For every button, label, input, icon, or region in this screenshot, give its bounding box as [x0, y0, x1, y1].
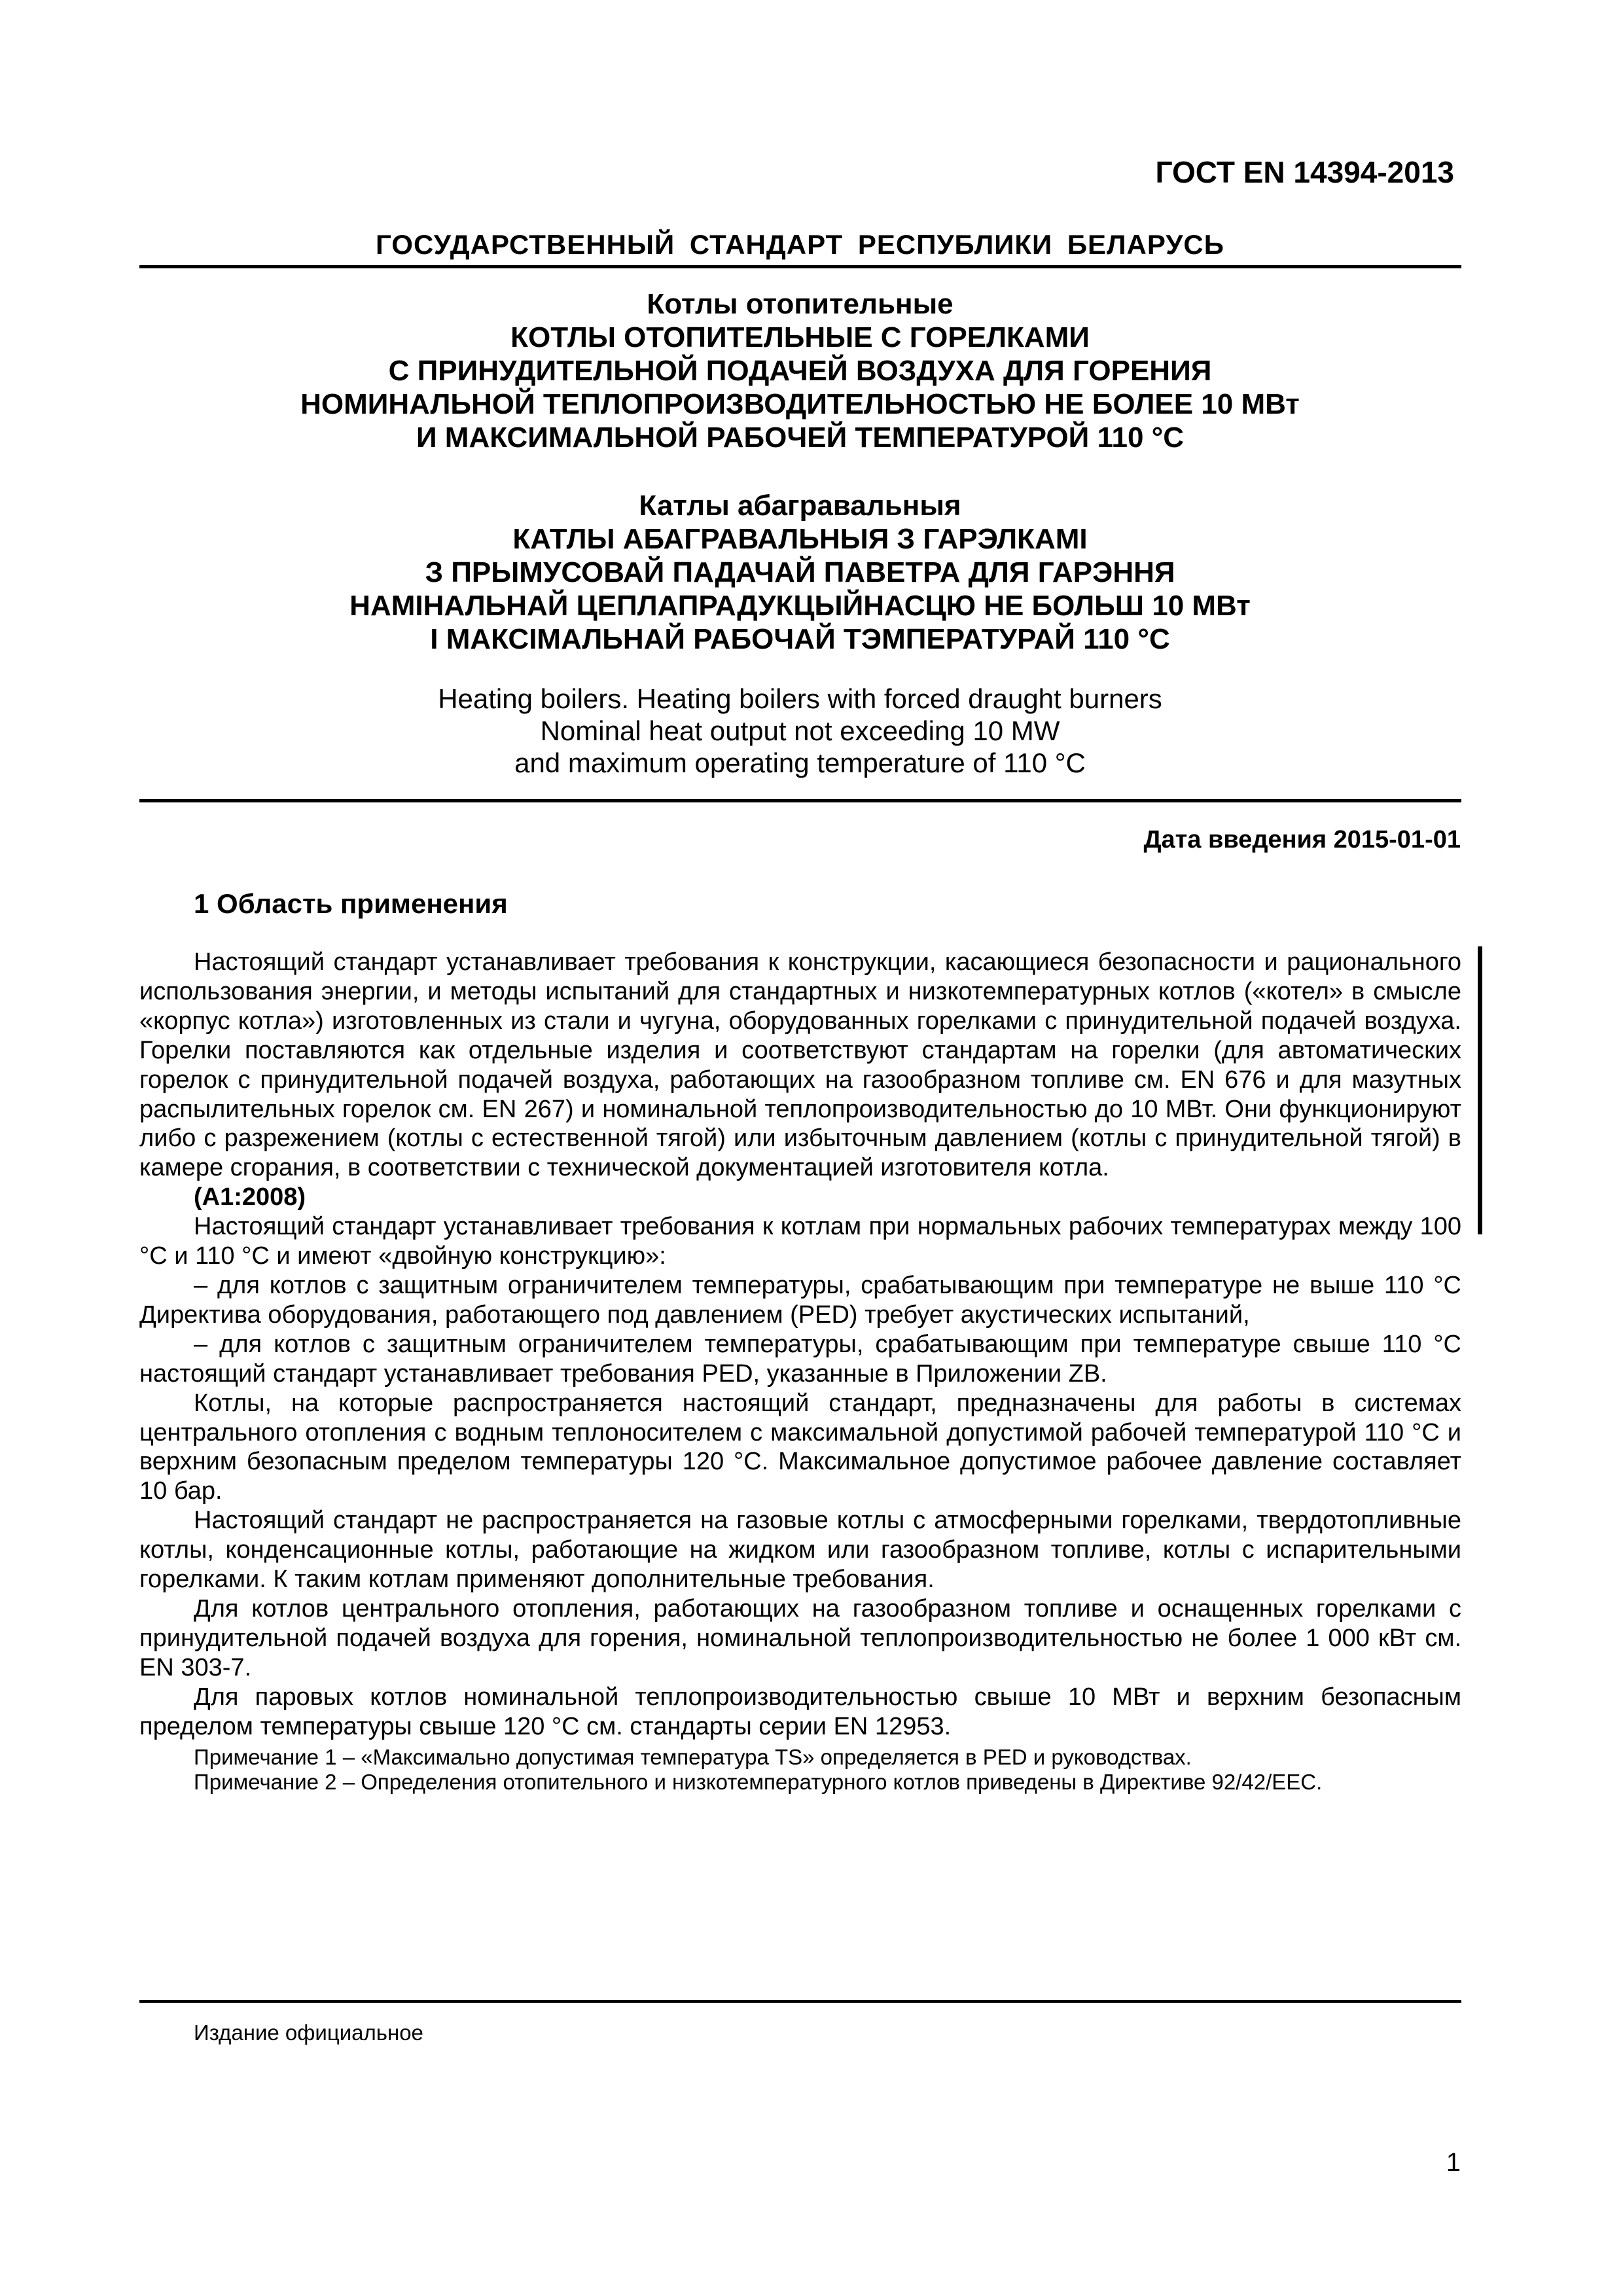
paragraph: Для котлов центрального отопления, работающих на газообразном топливе и оснащенных горелками с принудительной подачей воздуха для горения, номинальной теплопроизводительностью не более 1 000 кВт см. EN 303-7. — [139, 1594, 1461, 1681]
page-number: 1 — [1446, 2148, 1461, 2177]
document-code: ГОСТ EN 14394-2013 — [1155, 155, 1454, 189]
section-body — [139, 948, 1461, 1795]
title-en-line: Nominal heat output not exceeding 10 MW — [540, 715, 1060, 746]
paragraph: Настоящий стандарт устанавливает требования к котлам при нормальных рабочих температурах между 100 °С и 110 °С и имеют «двойную конструкцию»: — [139, 1213, 1461, 1270]
list-item: – для котлов с защитным ограничителем температуры, срабатывающим при температуре свыше 110 °С настоящий стандарт устанавливает требования PED, указанные в Приложении ZB. — [139, 1330, 1461, 1388]
header-rule — [139, 265, 1461, 268]
introduction-date: Дата введения 2015-01-01 — [1143, 826, 1461, 853]
title-en-line: and maximum operating temperature of 110 °C — [514, 747, 1086, 778]
footer-rule — [139, 2000, 1461, 2003]
title-ru-line: И МАКСИМАЛЬНОЙ РАБОЧЕЙ ТЕМПЕРАТУРОЙ 110 °С — [416, 422, 1185, 454]
title-ru-subtitle: Котлы отопительные — [647, 288, 954, 320]
paragraph: Настоящий стандарт не распространяется на газовые котлы с атмосферными горелками, твердотопливные котлы, конденсационные котлы, работающие на жидком или газообразном топливе, котлы с испарительными горелками. К таким котлам применяют дополнительные требования. — [139, 1507, 1461, 1594]
title-by — [139, 489, 1461, 656]
amendment-marker: (A1:2008) — [194, 1183, 306, 1211]
title-by-line: КАТЛЫ АБАГРАВАЛЬНЫЯ З ГАРЭЛКАМІ — [512, 523, 1088, 555]
title-en-line: Heating boilers. Heating boilers with forced draught burners — [438, 683, 1162, 714]
title-by-line: І МАКСІМАЛЬНАЙ РАБОЧАЙ ТЭМПЕРАТУРАЙ 110 °С — [430, 623, 1170, 655]
title-ru-line: НОМИНАЛЬНОЙ ТЕПЛОПРОИЗВОДИТЕЛЬНОСТЬЮ НЕ БОЛЕЕ 10 МВт — [300, 388, 1300, 420]
official-edition-label: Издание официальное — [194, 2020, 423, 2045]
title-ru-line: КОТЛЫ ОТОПИТЕЛЬНЫЕ С ГОРЕЛКАМИ — [510, 321, 1090, 353]
list-item: – для котлов с защитным ограничителем температуры, срабатывающим при температуре не выше 110 °С Директива оборудования, работающего под давлением (PED) требует акустических испытаний, — [139, 1271, 1461, 1329]
paragraph: Котлы, на которые распространяется настоящий стандарт, предназначены для работы в системах центрального отопления с водным теплоносителем с максимальной допустимой рабочей температурой 110 °С и верхним безопасным пределом температуры 120 °С. Максимальное допустимое рабочее давление составляет 10 бар. — [139, 1389, 1461, 1505]
paragraph: Настоящий стандарт устанавливает требования к конструкции, касающиеся безопасности и рационального использования энергии, и методы испытаний для стандартных и низкотемпературных котлов («котел» в смысле «корпус котла») изготовленных из стали и чугуна, оборудованных горелками с принудительной подачей воздуха. Горелки поставляются как отдельные изделия и соответствуют стандартам на горелки (для автоматических горелок с принудительной подачей воздуха, работающих на газообразном топливе см. EN 676 и для мазутных распылительных горелок см. EN 267) и номинальной теплопроизводительностью до 10 МВт. Они функционируют либо с разрежением (котлы с естественной тягой) или избыточным давлением (котлы с принудительной тягой) в камере сгорания, в соответствии с технической документацией изготовителя котла. — [139, 948, 1461, 1182]
note-1: Примечание 1 – «Максимально допустимая температура TS» определяется в PED и руководствах. — [194, 1745, 1192, 1770]
note-2: Примечание 2 – Определения отопительного и низкотемпературного котлов приведены в Директиве 92/42/EEC. — [194, 1770, 1323, 1795]
paragraph: Для паровых котлов номинальной теплопроизводительностью свыше 10 МВт и верхним безопасным пределом температуры свыше 120 °С см. стандарты серии EN 12953. — [139, 1683, 1461, 1740]
title-by-line: НАМІНАЛЬНАЙ ЦЕПЛАПРАДУКЦЫЙНАСЦЮ НЕ БОЛЬШ 10 МВт — [349, 590, 1251, 622]
title-en — [139, 683, 1461, 779]
section-heading: 1 Область применения — [194, 888, 508, 919]
title-ru-line: С ПРИНУДИТЕЛЬНОЙ ПОДАЧЕЙ ВОЗДУХА ДЛЯ ГОРЕНИЯ — [388, 355, 1212, 387]
title-ru — [139, 287, 1461, 454]
change-bar — [1478, 946, 1482, 1234]
title-rule — [139, 799, 1461, 802]
standard-title: ГОСУДАРСТВЕННЫЙ СТАНДАРТ РЕСПУБЛИКИ БЕЛАРУСЬ — [376, 229, 1224, 260]
title-by-line: З ПРЫМУСОВАЙ ПАДАЧАЙ ПАВЕТРА ДЛЯ ГАРЭННЯ — [425, 556, 1175, 588]
title-by-subtitle: Катлы абагравальныя — [639, 490, 961, 522]
